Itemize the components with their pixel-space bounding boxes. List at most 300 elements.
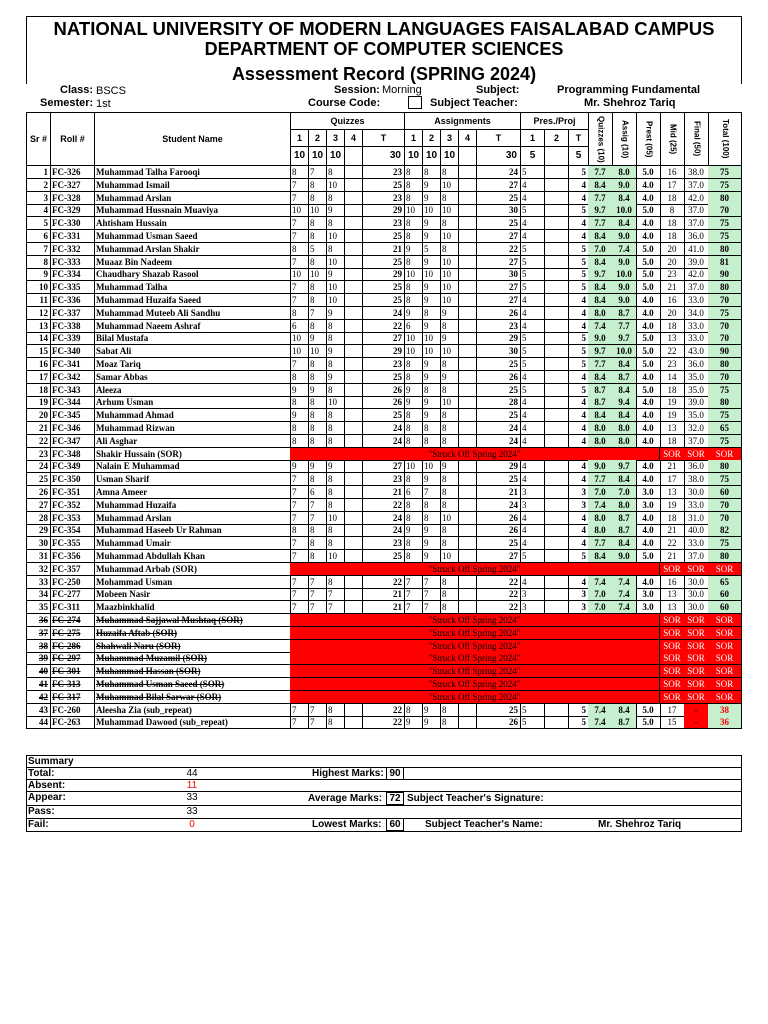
cell-pr: 5.0 [636,716,661,729]
cell-q2: 9 [326,307,345,320]
cell-pt: 5 [568,384,589,397]
cell-pr: 3.0 [636,486,661,499]
cell-q1: 7 [308,704,327,717]
summary-pass-value: 33 [186,806,198,817]
cell-roll: FC-344 [50,396,95,409]
cell-pt: 4 [568,307,589,320]
cell-student-name: Muhammad Hussnain Muaviya [94,204,291,217]
cell-tot: 70 [708,332,742,345]
col-prest-05-label: Prest (05) [644,120,654,158]
cell-as: 7.0 [612,486,637,499]
cell-qz: 7.4 [588,716,613,729]
col-q2: 2 [308,129,327,147]
cell-fin: 30.0 [684,576,709,589]
cell-mid-sor: SOR [660,563,685,576]
cell-mid: 13 [660,332,685,345]
cell-a2: 8 [440,588,459,601]
cell-a2: 8 [440,166,459,179]
cell-p2 [544,537,569,550]
cell-as: 8.0 [612,422,637,435]
cell-a0: 8 [404,166,423,179]
cell-q2: 8 [326,435,345,448]
cell-sr: 19 [26,396,51,409]
cell-mid: 21 [660,460,685,473]
cell-roll: FC-349 [50,460,95,473]
cell-pt: 5 [568,550,589,563]
cell-qt: 26 [362,384,405,397]
col-assig-10 [612,112,637,166]
cell-qz: 7.0 [588,601,613,614]
cell-q2: 10 [326,512,345,525]
cell-sr: 26 [26,486,51,499]
cell-at: 22 [476,601,521,614]
col-a1-max: 10 [404,146,423,166]
cell-a1: 8 [422,307,441,320]
cell-q1: 8 [308,256,327,269]
cell-p2 [544,166,569,179]
cell-roll: FC-286 [50,640,95,653]
cell-student-name: Muhammad Arslan [94,192,291,205]
semester-label: Semester: [40,97,94,109]
cell-pt: 5 [568,204,589,217]
cell-as: 8.4 [612,704,637,717]
cell-at: 22 [476,243,521,256]
cell-q3 [344,166,363,179]
cell-q1: 8 [308,358,327,371]
cell-p: 4 [520,217,545,230]
cell-fin: 37.0 [684,550,709,563]
cell-fin: 38.0 [684,473,709,486]
cell-at: 22 [476,588,521,601]
cell-p: 4 [520,524,545,537]
cell-q3 [344,550,363,563]
cell-student-name: Muhammad Ismail [94,179,291,192]
cell-q1: 7 [308,576,327,589]
cell-a3 [458,204,477,217]
cell-a3 [458,166,477,179]
cell-a1: 9 [422,358,441,371]
cell-a2: 10 [440,345,459,358]
col-pt-max: 5 [568,146,589,166]
cell-roll: FC-335 [50,281,95,294]
cell-a3 [458,230,477,243]
cell-tot: 75 [708,307,742,320]
cell-p: 4 [520,294,545,307]
cell-p: 5 [520,716,545,729]
cell-tot: 70 [708,204,742,217]
summary-appear-value: 33 [186,792,198,803]
cell-qt: 29 [362,268,405,281]
cell-p: 5 [520,281,545,294]
col-a3-max: 10 [440,146,459,166]
cell-sr: 23 [26,448,51,461]
col-total-100 [708,112,742,166]
cell-qt: 24 [362,307,405,320]
cell-at: 27 [476,294,521,307]
cell-q2: 8 [326,716,345,729]
cell-pr: 4.0 [636,320,661,333]
cell-at: 27 [476,550,521,563]
cell-mid: 20 [660,256,685,269]
cell-p: 4 [520,230,545,243]
subject-value: Programming Fundamental [557,84,701,96]
cell-q1: 9 [308,332,327,345]
cell-sr: 10 [26,281,51,294]
cell-fin: 37.0 [684,435,709,448]
cell-q1: 8 [308,217,327,230]
cell-tot: 80 [708,396,742,409]
cell-sr: 43 [26,704,51,717]
cell-a3 [458,537,477,550]
cell-q0: 7 [290,179,309,192]
cell-student-name: Muhammad Ahmad [94,409,291,422]
cell-as: 8.4 [612,409,637,422]
col-p1-max: 5 [520,146,545,166]
cell-p2 [544,179,569,192]
cell-sr: 3 [26,192,51,205]
cell-sr: 22 [26,435,51,448]
col-q3-max: 10 [326,146,345,166]
summary-total-value: 44 [186,768,198,779]
col-roll: Roll # [50,112,95,166]
cell-qt: 23 [362,166,405,179]
cell-tot: 82 [708,524,742,537]
cell-as: 8.7 [612,524,637,537]
cell-qz: 9.7 [588,204,613,217]
highest-marks-label: Highest Marks: [312,768,384,779]
cell-qt: 23 [362,192,405,205]
cell-fin: 35.0 [684,384,709,397]
cell-qt: 27 [362,332,405,345]
cell-student-name: Nalain E Muhammad [94,460,291,473]
cell-a2: 8 [440,358,459,371]
cell-pt: 4 [568,576,589,589]
cell-q0: 7 [290,486,309,499]
cell-a0: 8 [404,217,423,230]
cell-mid: 21 [660,550,685,563]
cell-at: 25 [476,537,521,550]
cell-a2: 8 [440,243,459,256]
cell-sr: 9 [26,268,51,281]
cell-sr: 33 [26,576,51,589]
cell-a2: 8 [440,716,459,729]
cell-mid-sor: SOR [660,640,685,653]
teacher-name-label: Subject Teacher's Name: [425,819,543,830]
cell-fin: 37.0 [684,204,709,217]
teacher-name-value: Mr. Shehroz Tariq [598,819,682,830]
cell-q2: 10 [326,256,345,269]
col-sr: Sr # [26,112,51,166]
cell-a1: 9 [422,256,441,269]
cell-q0: 6 [290,320,309,333]
cell-as: 8.4 [612,537,637,550]
cell-as: 7.4 [612,576,637,589]
cell-qt: 23 [362,217,405,230]
cell-q1: 10 [308,268,327,281]
cell-sr: 2 [26,179,51,192]
cell-student-name: Ali Asghar [94,435,291,448]
cell-at: 28 [476,396,521,409]
cell-q1: 8 [308,281,327,294]
col-final-50-label: Final (50) [692,121,702,157]
cell-roll: FC-317 [50,691,95,704]
summary-absent-value: 11 [186,780,198,791]
cell-p2 [544,358,569,371]
cell-a3 [458,435,477,448]
cell-q0: 7 [290,256,309,269]
cell-a3 [458,716,477,729]
cell-pr: 5.0 [636,358,661,371]
cell-qt: 25 [362,281,405,294]
cell-qz: 8.7 [588,384,613,397]
col-pt: T [568,129,589,147]
cell-q0: 7 [290,550,309,563]
cell-a3 [458,550,477,563]
cell-fin: 37.0 [684,179,709,192]
cell-mid: 21 [660,281,685,294]
struck-off-banner: "Struck Off Spring 2024" [290,678,660,691]
col-assignments: Assignments [404,112,521,130]
cell-student-name: Muhammad Usman Saeed [94,230,291,243]
cell-mid: 18 [660,384,685,397]
cell-student-name: Moaz Tariq [94,358,291,371]
cell-student-name: Muhammad Arslan Shakir [94,243,291,256]
cell-sr: 41 [26,678,51,691]
cell-a1: 10 [422,332,441,345]
cell-q0: 7 [290,588,309,601]
cell-p: 3 [520,499,545,512]
cell-tot: 70 [708,371,742,384]
cell-qz: 8.0 [588,435,613,448]
cell-pr: 4.0 [636,409,661,422]
cell-sr: 18 [26,384,51,397]
cell-q2: 8 [326,320,345,333]
cell-qz: 8.0 [588,524,613,537]
cell-a0: 9 [404,384,423,397]
cell-p: 5 [520,268,545,281]
cell-roll: FC-337 [50,307,95,320]
cell-pr: 5.0 [636,281,661,294]
cell-pt: 4 [568,409,589,422]
cell-tot: 75 [708,435,742,448]
cell-pr: 4.0 [636,230,661,243]
cell-q3 [344,435,363,448]
cell-pt: 5 [568,358,589,371]
cell-qz: 7.7 [588,192,613,205]
cell-q0: 9 [290,409,309,422]
cell-a0: 7 [404,601,423,614]
cell-q1: 8 [308,294,327,307]
struck-off-banner: "Struck Off Spring 2024" [290,640,660,653]
cell-at: 24 [476,435,521,448]
cell-q1: 7 [308,716,327,729]
cell-mid: 18 [660,217,685,230]
cell-a1: 7 [422,601,441,614]
cell-pt: 4 [568,294,589,307]
cell-as: 9.0 [612,256,637,269]
cell-at: 26 [476,371,521,384]
cell-student-name: Shakir Hussain (SOR) [94,448,291,461]
cell-mid: 13 [660,422,685,435]
cell-pt: 4 [568,179,589,192]
cell-roll: FC-352 [50,499,95,512]
cell-at: 27 [476,179,521,192]
cell-student-name: Muhammad Huzaifa [94,499,291,512]
cell-student-name: Chaudhary Shazab Rasool [94,268,291,281]
cell-mid: 17 [660,179,685,192]
cell-mid: 14 [660,371,685,384]
cell-student-name: Muhammad Arbab (SOR) [94,563,291,576]
cell-as: 9.7 [612,332,637,345]
cell-q0: 7 [290,704,309,717]
course-code-box [408,96,422,109]
cell-a0: 8 [404,422,423,435]
cell-fin: 33.0 [684,537,709,550]
cell-fin: 32.0 [684,422,709,435]
cell-pt: 4 [568,422,589,435]
cell-q0: 7 [290,473,309,486]
cell-pr: 4.0 [636,422,661,435]
cell-a1: 9 [422,179,441,192]
cell-sr: 24 [26,460,51,473]
summary-absent-label: Absent: [28,780,66,791]
cell-pt: 4 [568,396,589,409]
cell-as: 8.0 [612,435,637,448]
cell-roll: FC-334 [50,268,95,281]
struck-off-banner: "Struck Off Spring 2024" [290,665,660,678]
cell-q3 [344,716,363,729]
cell-mid: 13 [660,486,685,499]
cell-q1: 8 [308,473,327,486]
cell-student-name: Muhammad Hassan (SOR) [94,665,291,678]
cell-q0: 7 [290,192,309,205]
cell-as: 10.0 [612,345,637,358]
cell-qt: 22 [362,716,405,729]
summary-left-border [26,755,27,832]
cell-student-name: Mohammad Usman [94,576,291,589]
cell-q0: 7 [290,230,309,243]
cell-p2 [544,217,569,230]
cell-as: 9.4 [612,396,637,409]
cell-q1: 8 [308,396,327,409]
cell-pt: 3 [568,486,589,499]
cell-qz: 8.0 [588,307,613,320]
cell-qz: 7.7 [588,473,613,486]
cell-q2: 8 [326,537,345,550]
cell-pt: 4 [568,512,589,525]
cell-q1: 10 [308,345,327,358]
cell-a1: 10 [422,345,441,358]
cell-q2: 8 [326,524,345,537]
cell-a0: 10 [404,332,423,345]
cell-a2: 8 [440,524,459,537]
cell-mid: 19 [660,499,685,512]
cell-total-sor: SOR [708,678,742,691]
cell-fin: 42.0 [684,268,709,281]
cell-p2 [544,396,569,409]
cell-sr: 7 [26,243,51,256]
teacher-label: Subject Teacher: [430,97,518,109]
cell-roll: FC-332 [50,243,95,256]
cell-fin: 35.0 [684,371,709,384]
cell-at: 30 [476,204,521,217]
cell-p: 4 [520,435,545,448]
cell-sr: 32 [26,563,51,576]
cell-q2: 8 [326,409,345,422]
cell-roll: FC-260 [50,704,95,717]
cell-a0: 9 [404,716,423,729]
cell-at: 27 [476,281,521,294]
cell-sr: 39 [26,652,51,665]
cell-mid: 16 [660,576,685,589]
cell-mid: 13 [660,601,685,614]
cell-tot: 36 [708,716,742,729]
cell-p2 [544,550,569,563]
cell-pr: 5.0 [636,204,661,217]
col-a3: 3 [440,129,459,147]
cell-p: 4 [520,409,545,422]
cell-qt: 25 [362,179,405,192]
cell-at: 26 [476,512,521,525]
cell-mid: 18 [660,435,685,448]
cell-a1: 9 [422,192,441,205]
cell-a2: 8 [440,601,459,614]
cell-at: 25 [476,473,521,486]
col-a2: 2 [422,129,441,147]
session-label: Session: [334,84,380,96]
cell-qt: 22 [362,576,405,589]
cell-as: 9.0 [612,550,637,563]
cell-as: 8.0 [612,166,637,179]
cell-q1: 8 [308,320,327,333]
class-label: Class: [60,84,94,96]
col-student-name: Student Name [94,112,291,166]
cell-at: 24 [476,499,521,512]
cell-p: 5 [520,358,545,371]
cell-mid-sor: SOR [660,614,685,627]
cell-p: 4 [520,422,545,435]
cell-pr: 4.0 [636,473,661,486]
cell-a3 [458,332,477,345]
cell-p2 [544,499,569,512]
cell-a3 [458,473,477,486]
cell-pt: 5 [568,345,589,358]
cell-roll: FC-313 [50,678,95,691]
cell-a1: 10 [422,204,441,217]
cell-student-name: Bilal Mustafa [94,332,291,345]
cell-p: 5 [520,256,545,269]
cell-q0: 7 [290,576,309,589]
cell-a3 [458,409,477,422]
cell-qz: 8.4 [588,550,613,563]
cell-p2 [544,473,569,486]
col-quizzes: Quizzes [290,112,405,130]
cell-qz: 7.7 [588,217,613,230]
cell-mid: 13 [660,588,685,601]
cell-fin: 43.0 [684,345,709,358]
cell-tot: 80 [708,192,742,205]
cell-final-sor: SOR [684,627,709,640]
cell-q1: 7 [308,166,327,179]
cell-qz: 9.7 [588,345,613,358]
cell-qz: 8.4 [588,409,613,422]
cell-pt: 4 [568,192,589,205]
cell-pr: 5.0 [636,332,661,345]
cell-sr: 31 [26,550,51,563]
cell-a1: 10 [422,460,441,473]
cell-a0: 10 [404,268,423,281]
cell-mid: 19 [660,396,685,409]
